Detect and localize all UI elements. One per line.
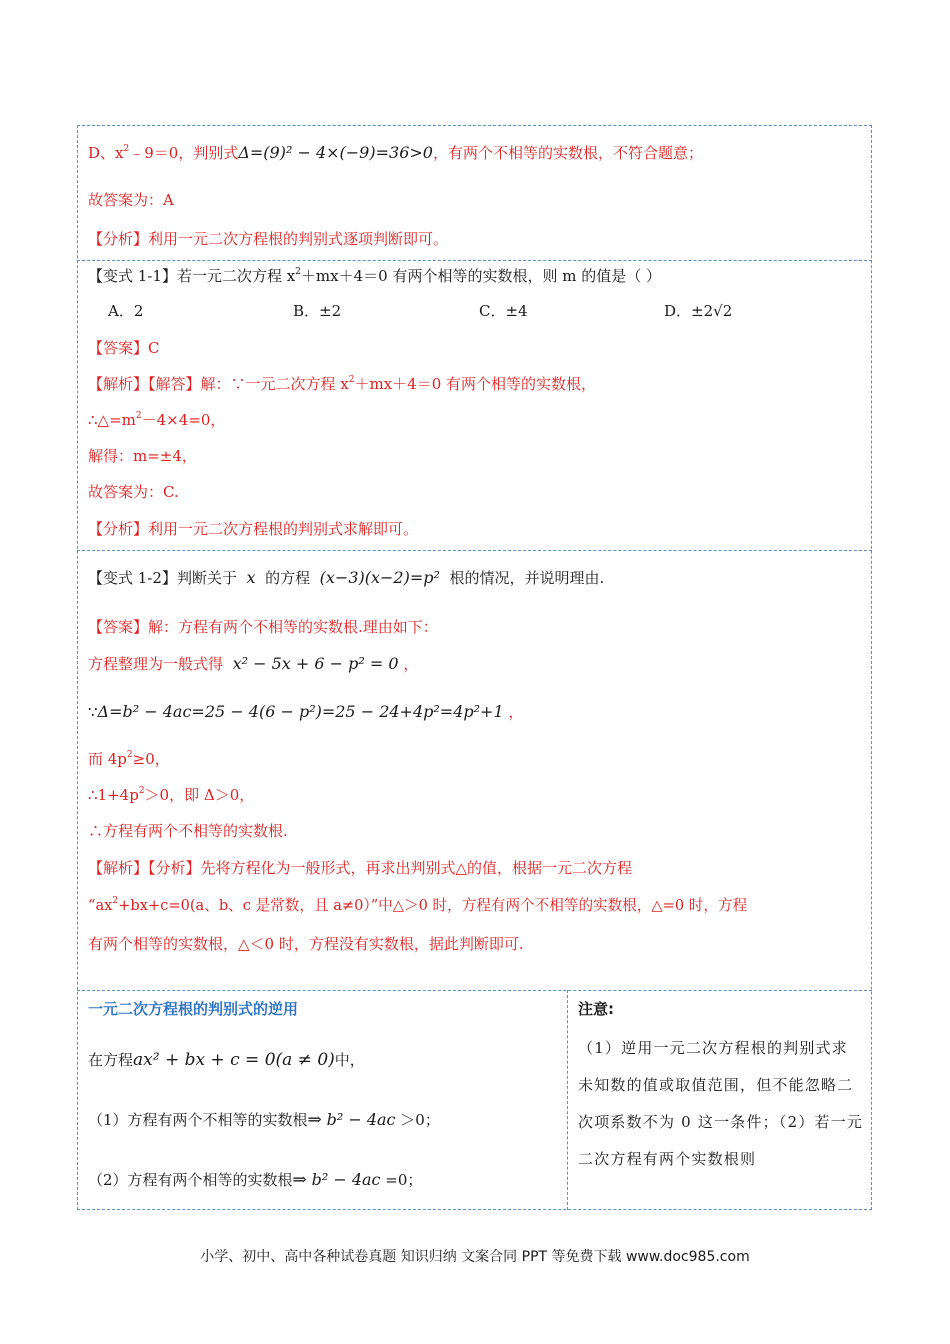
case-1 (88, 1110, 440, 1130)
step-positive-b: ＞0，即 Δ＞0， (144, 786, 255, 804)
case-2 (88, 1170, 422, 1190)
option-d-solution (88, 143, 703, 163)
solution-tag: 【解析】【解答】 (88, 375, 201, 393)
question-text-a: 若一元二次方程 x (176, 267, 296, 285)
general-equation: ax² + bx + c = 0(a ≠ 0) (133, 1050, 335, 1070)
step-2: 解得：m=±4， (88, 447, 197, 465)
option-b: B．±2 (293, 302, 342, 320)
separator-1 (77, 260, 872, 261)
analysis-text: 利用一元二次方程根的判别式逐项判断即可。 (148, 230, 449, 248)
answer-tag: 【答案】 (88, 618, 149, 636)
because-symbol: ∵ (88, 703, 98, 721)
superscript: 2 (112, 896, 119, 906)
page-footer: 小学、初中、高中各种试卷真题 知识归纳 文案合同 PPT 等免费下载 www.doc985.com (200, 1249, 750, 1265)
superscript: 2 (126, 750, 133, 760)
solution-line (88, 374, 596, 394)
general-form-line (88, 654, 418, 674)
analysis-2-a: “ax (88, 897, 113, 914)
question-text-c: 根的情况，并说明理由. (449, 569, 605, 587)
step-1-a: ∴△=m (88, 411, 136, 429)
analysis-line-3c: 有两个相等的实数根，△＜0 时，方程没有实数根，据此判断即可. (88, 935, 524, 953)
note-title: 注意: (578, 1000, 614, 1018)
case-2-text: （2）方程有两个相等的实数根 (88, 1171, 293, 1189)
section-heading: 一元二次方程根的判别式的逆用 (88, 1000, 299, 1018)
analysis-tag: 【分析】 (88, 230, 149, 248)
punctuation: ， (403, 655, 419, 673)
implies-arrow-icon: ⇒ (292, 1170, 307, 1190)
question-text-a: 判断关于 (176, 569, 237, 587)
answer-line: 故答案为：A (88, 191, 174, 209)
conclusion: ∴方程有两个不相等的实数根. (88, 822, 288, 840)
discriminant-line (88, 702, 523, 722)
column-separator (567, 990, 568, 1210)
analysis-tag: 【解析】【分析】 (88, 859, 201, 877)
analysis-line-3 (88, 858, 632, 878)
intro-text-b: 中， (334, 1051, 365, 1069)
analysis-line-2 (88, 519, 418, 539)
option-c: C．±4 (479, 302, 528, 320)
answer-text: 解：方程有两个不相等的实数根.理由如下： (148, 618, 438, 636)
superscript: 2 (348, 375, 355, 385)
superscript: 2 (295, 267, 301, 277)
separator-2 (77, 550, 872, 551)
answer-tag: 【答案】 (88, 339, 149, 357)
step-nonneg-b: ≥0， (132, 750, 170, 768)
analysis-line-1 (88, 229, 448, 249)
discriminant-equation: Δ=b² − 4ac=25 − 4(6 − p²)=25 − 24+4p²=4p²+1 (97, 702, 504, 721)
option-d: D．±2√2 (664, 302, 733, 320)
note-text: （1）逆用一元二次方程根的判别式求未知数的值或取值范围，但不能忽略二次项系数不为 0 这一条件；（2）若一元二次方程有两个实数根则 (578, 1039, 864, 1168)
step-1 (88, 410, 225, 430)
answer-line-2 (88, 338, 160, 358)
separator-3 (77, 990, 872, 991)
case-1-expression: b² − 4ac (326, 1110, 396, 1129)
superscript: 2 (135, 411, 142, 421)
step-3: 故答案为：C. (88, 483, 179, 501)
analysis-tag: 【分析】 (88, 520, 149, 538)
question-text-b: ＋mx＋4＝0 有两个相等的实数根，则 m 的值是（ ） (300, 267, 661, 285)
step-1-b: －4×4=0， (141, 411, 226, 429)
option-a: A．2 (108, 302, 144, 320)
analysis-2-b: +bx+c=0(a、b、c 是常数，且 a≠0）”中△＞0 时，方程有两个不相等的实数根，△=0 时，方程 (118, 897, 748, 914)
question-variant-1-1 (88, 266, 661, 286)
analysis-text: 利用一元二次方程根的判别式求解即可。 (148, 520, 419, 538)
analysis-text-1: 先将方程化为一般形式，再求出判别式△的值，根据一元二次方程 (200, 859, 633, 877)
case-1-condition: ＞0； (400, 1111, 440, 1129)
general-form-equation: x² − 5x + 6 − p² = 0 (232, 654, 399, 673)
question-text-b: 的方程 (265, 569, 311, 587)
question-variant-1-2 (88, 568, 604, 588)
text-d-suffix: ，有两个不相等的实数根，不符合题意； (432, 144, 703, 162)
answer-value: C (148, 339, 160, 357)
discriminant-formula: Δ=(9)² − 4×(−9)=36>0 (238, 143, 433, 162)
solution-text-b: ＋mx＋4＝0 有两个相等的实数根， (354, 375, 597, 393)
case-2-condition: =0； (385, 1171, 423, 1189)
implies-arrow-icon: ⇒ (307, 1110, 322, 1130)
step-positive (88, 785, 254, 805)
punctuation: ， (508, 703, 524, 721)
question-tag: 【变式 1-1】 (88, 267, 177, 285)
question-tag: 【变式 1-2】 (88, 569, 177, 587)
intro-text-a: 在方程 (88, 1051, 134, 1069)
variable-x: x (246, 568, 256, 587)
step-nonneg (88, 749, 170, 769)
case-2-expression: b² − 4ac (311, 1170, 381, 1189)
step-positive-a: ∴1+4p (88, 786, 139, 804)
step-nonneg-a: 而 4p (88, 750, 127, 768)
solution-text-a: 解：∵一元二次方程 x (200, 375, 349, 393)
answer-line-3 (88, 617, 438, 637)
general-form-text: 方程整理为一般式得 (88, 655, 224, 673)
intro-line (88, 1050, 365, 1070)
text-d-prefix: D、x (88, 144, 124, 162)
superscript: 2 (123, 144, 130, 154)
text-d-mid: ﹣9＝0，判别式 (129, 144, 239, 162)
case-1-text: （1）方程有两个不相等的实数根 (88, 1111, 308, 1129)
superscript: 2 (138, 786, 145, 796)
analysis-line-3b (88, 896, 747, 916)
equation: (x−3)(x−2)=p² (319, 568, 440, 587)
